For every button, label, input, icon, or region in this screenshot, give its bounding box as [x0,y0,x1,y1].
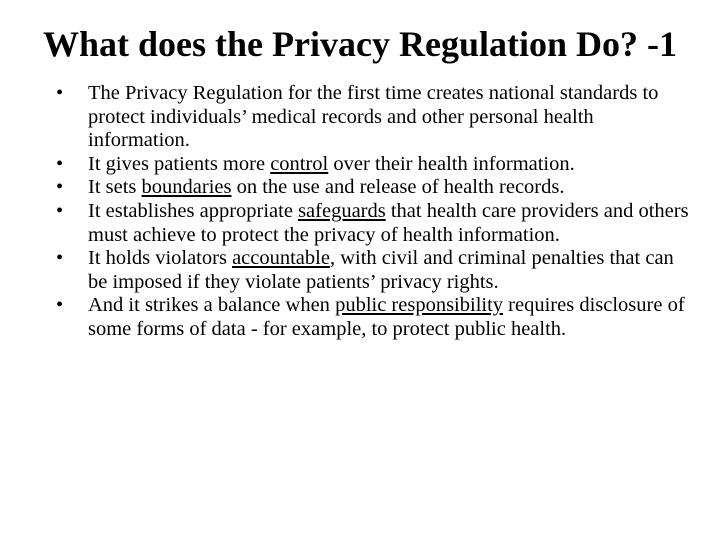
bullet-list [56,82,696,342]
bullet-item [56,247,696,294]
bullet-text-after: requires disclosure of some forms of data - for example, to protect public health. [88,294,685,340]
bullet-text-before: It holds violators [88,247,233,270]
bullet-item [56,82,696,153]
bullet-item [56,294,696,341]
bullet-text-after: that health care providers and others must achieve to protect the privacy of health information. [88,199,689,246]
bullet-text-after: over their health information. [328,152,575,175]
bullet-icon: • [56,294,64,317]
bullet-text-before: It establishes appropriate [88,199,299,222]
bullet-text-before: And it strikes a balance when [88,294,336,317]
bullet-text-before: It gives patients more [88,152,271,175]
bullet-text-after: on the use and release of health records. [231,176,565,199]
bullet-icon: • [56,152,64,175]
bullet-item [56,176,696,200]
bullet-icon: • [56,176,64,199]
bullet-keyword: boundaries [141,176,232,199]
bullet-text: The Privacy Regulation for the first time creates national standards to protect individuals’ medical records and other personal health information. [88,82,659,152]
bullet-text-before: It sets [88,176,142,199]
bullet-keyword: public responsibility [335,294,504,317]
bullet-text-after: , with civil and criminal penalties that can be imposed if they violate patients’ privacy rights. [88,247,674,293]
bullet-icon: • [56,199,64,222]
bullet-keyword: safeguards [298,199,386,222]
bullet-icon: • [56,247,64,270]
bullet-item [56,153,696,177]
bullet-keyword: accountable [232,247,330,270]
bullet-item [56,200,696,247]
slide-title: What does the Privacy Regulation Do? -1 [43,24,677,64]
bullet-icon: • [56,82,64,104]
bullet-keyword: control [270,152,329,175]
